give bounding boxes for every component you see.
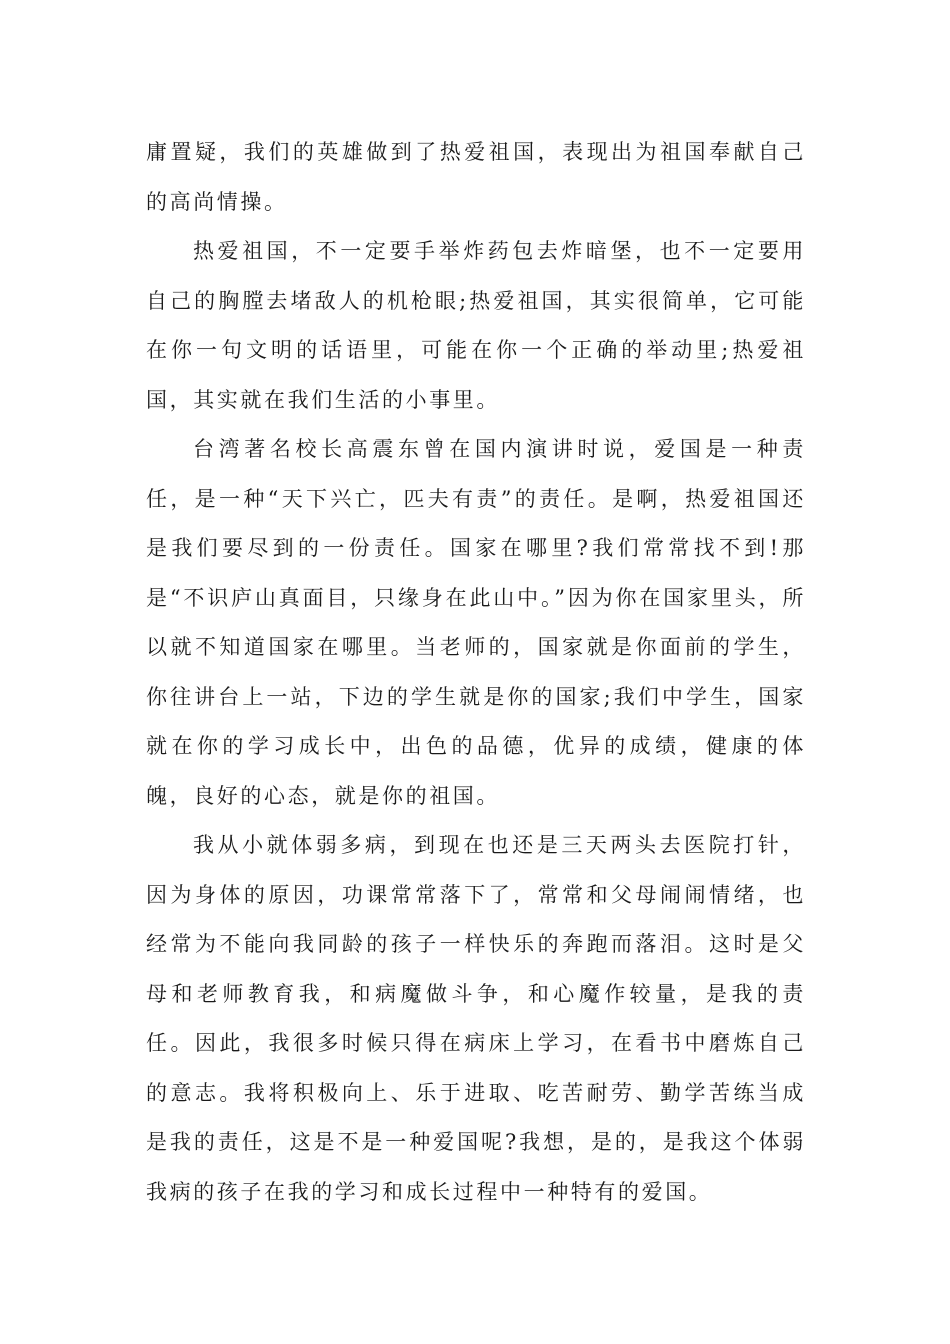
paragraph-2: 热爱祖国，不一定要手举炸药包去炸暗堡，也不一定要用自己的胸膛去堵敌人的机枪眼;热爱祖国，其实很简单，它可能在你一句文明的话语里，可能在你一个正确的举动里;热爱祖国，其实就在我们生活的小事里。 bbox=[146, 239, 806, 412]
paragraph-1: 庸置疑，我们的英雄做到了热爱祖国，表现出为祖国奉献自己的高尚情操。 bbox=[146, 140, 806, 214]
paragraph-3: 台湾著名校长高震东曾在国内演讲时说，爱国是一种责任，是一种“天下兴亡，匹夫有责”的责任。是啊，热爱祖国还是我们要尽到的一份责任。国家在哪里?我们常常找不到!那是“不识庐山真面目，只缘身在此山中。”因为你在国家里头，所以就不知道国家在哪里。当老师的，国家就是你面前的学生，你往讲台上一站，下边的学生就是你的国家;我们中学生，国家就在你的学习成长中，出色的品德，优异的成绩，健康的体魄，良好的心态，就是你的祖国。 bbox=[146, 437, 806, 808]
paragraph-4: 我从小就体弱多病，到现在也还是三天两头去医院打针，因为身体的原因，功课常常落下了，常常和父母闹闹情绪，也经常为不能向我同龄的孩子一样快乐的奔跑而落泪。这时是父母和老师教育我，和病魔做斗争，和心魔作较量，是我的责任。因此，我很多时候只得在病床上学习，在看书中磨炼自己的意志。我将积极向上、乐于进取、吃苦耐劳、勤学苦练当成是我的责任，这是不是一种爱国呢?我想，是的，是我这个体弱我病的孩子在我的学习和成长过程中一种特有的爱国。 bbox=[146, 833, 806, 1204]
body-text bbox=[146, 128, 806, 1217]
